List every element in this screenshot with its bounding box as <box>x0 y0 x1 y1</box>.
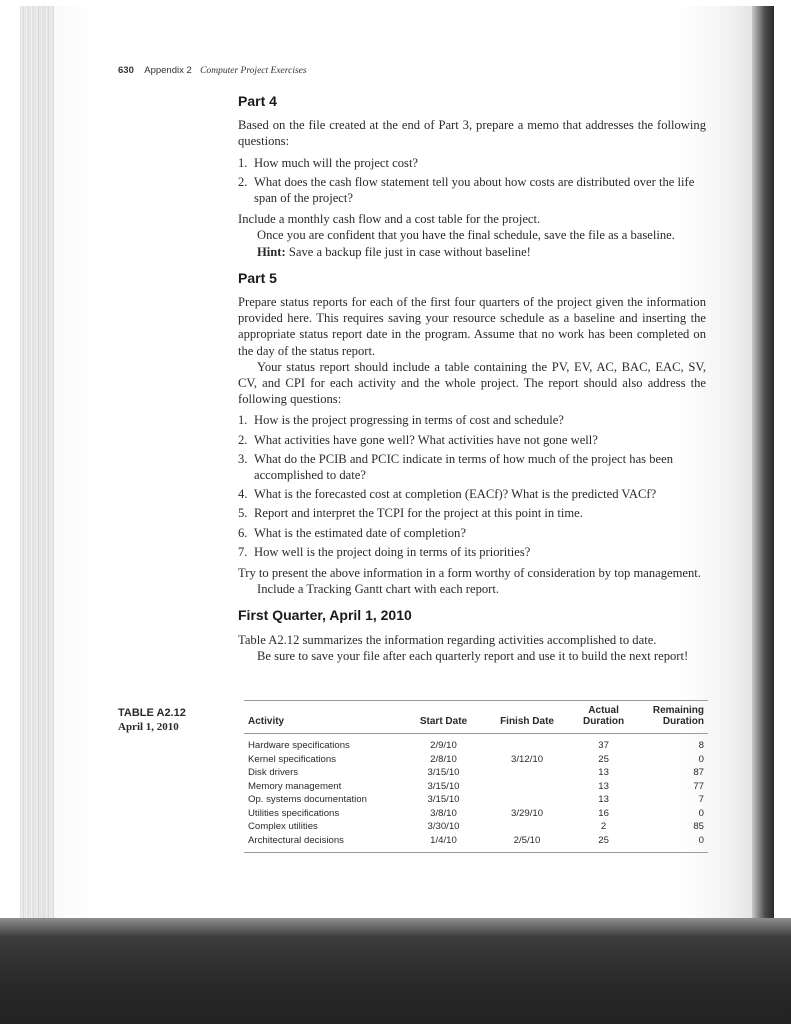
table-row <box>244 734 708 753</box>
question-number: 6. <box>238 525 248 540</box>
cell-start-date: 3/15/10 <box>427 780 460 792</box>
running-header <box>118 65 307 76</box>
col-activity: Activity <box>244 701 402 734</box>
cell-activity: Architectural decisions <box>248 834 344 846</box>
cell-start-date: 2/8/10 <box>430 753 457 765</box>
cell-activity: Memory management <box>248 780 342 792</box>
hint-text: Save a backup file just in case without baseline! <box>288 244 531 259</box>
part-4-baseline: Once you are confident that you have the final schedule, save the file as a baseline. <box>257 228 675 243</box>
table-row <box>244 780 708 794</box>
question-number: 1. <box>238 155 248 170</box>
cell-remaining-duration: 7 <box>698 794 704 805</box>
question-number: 5. <box>238 506 248 521</box>
col-start-date: Start Date <box>402 701 486 734</box>
question-item <box>238 486 706 502</box>
table-row <box>244 766 708 780</box>
hint-label: Hint: <box>257 244 286 259</box>
question-text: How is the project progressing in terms of cost and schedule? <box>254 413 564 428</box>
cell-start-date: 3/8/10 <box>430 807 457 819</box>
main-text <box>238 93 706 664</box>
book-section-title: Computer Project Exercises <box>200 66 307 76</box>
part-4-questions <box>238 155 706 207</box>
question-item <box>238 155 706 171</box>
cell-finish-date: 3/29/10 <box>511 807 544 819</box>
part-5-present: Try to present the above information in a form worthy of consideration by top management. <box>238 566 701 581</box>
cell-remaining-duration: 77 <box>693 780 704 792</box>
book-binding-edge <box>20 6 54 1008</box>
question-item <box>238 544 706 560</box>
table-header-row <box>244 701 708 734</box>
cell-activity: Op. systems documentation <box>248 794 367 805</box>
question-item <box>238 412 706 428</box>
cell-finish-date: 2/5/10 <box>513 834 541 846</box>
table-row <box>244 820 708 834</box>
question-item <box>238 432 706 448</box>
cell-actual-duration: 16 <box>598 807 609 819</box>
part-5-gantt: Include a Tracking Gantt chart with each report. <box>257 582 499 597</box>
col-finish-date: Finish Date <box>485 701 569 734</box>
question-item <box>238 451 706 483</box>
cell-finish-date <box>485 780 569 794</box>
cell-actual-duration: 37 <box>598 740 609 751</box>
cell-finish-date: 3/12/10 <box>511 753 544 765</box>
question-item <box>238 505 706 521</box>
question-number: 2. <box>238 174 248 189</box>
page-number: 630 <box>118 65 134 76</box>
cell-start-date: 1/4/10 <box>430 834 457 846</box>
col-actual-duration: Actual Duration <box>569 701 639 734</box>
question-text: What is the forecasted cost at completion (EACf)? What is the predicted VACf? <box>254 487 657 502</box>
cell-remaining-duration: 0 <box>698 753 704 765</box>
question-text: What is the estimated date of completion? <box>254 525 466 540</box>
page-right-shadow <box>752 6 774 1006</box>
first-quarter-section <box>238 607 706 664</box>
first-quarter-summary: Table A2.12 summarizes the information regarding activities accomplished to date. <box>238 632 657 647</box>
part-5-questions <box>238 412 706 560</box>
cell-remaining-duration: 0 <box>698 807 704 819</box>
cell-actual-duration: 13 <box>598 794 609 805</box>
cell-remaining-duration: 0 <box>698 834 704 846</box>
part-5-heading: Part 5 <box>238 269 277 286</box>
question-text: How much will the project cost? <box>254 155 419 170</box>
cell-activity: Hardware specifications <box>248 740 350 751</box>
first-quarter-save-note: Be sure to save your file after each quarterly report and use it to build the next report! <box>257 648 689 663</box>
cell-activity: Utilities specifications <box>248 807 340 819</box>
part-5-section <box>238 270 706 598</box>
activity-status-table <box>244 700 708 853</box>
question-item <box>238 525 706 541</box>
part-4-section <box>238 93 706 260</box>
cell-remaining-duration: 8 <box>698 740 704 751</box>
cell-activity: Kernel specifications <box>248 753 336 765</box>
cell-finish-date <box>485 820 569 834</box>
cell-remaining-duration: 85 <box>693 821 704 832</box>
cell-start-date: 3/30/10 <box>427 821 460 832</box>
appendix-label: Appendix 2 <box>144 65 192 76</box>
question-text: Report and interpret the TCPI for the project at this point in time. <box>254 506 583 521</box>
cell-finish-date <box>485 734 569 753</box>
cell-remaining-duration: 87 <box>693 767 704 778</box>
scan-bottom-shadow <box>0 918 791 1024</box>
part-4-intro: Based on the file created at the end of Part 3, prepare a memo that addresses the following questions: <box>238 118 706 149</box>
cell-activity: Complex utilities <box>248 821 318 832</box>
cell-finish-date <box>485 766 569 780</box>
question-number: 1. <box>238 413 248 428</box>
question-text: What does the cash flow statement tell you about how costs are distributed over the life span of the project? <box>254 174 695 206</box>
part-4-hint <box>238 244 706 260</box>
question-number: 3. <box>238 451 248 466</box>
cell-start-date: 3/15/10 <box>427 794 460 805</box>
part-4-heading: Part 4 <box>238 93 277 109</box>
cell-actual-duration: 2 <box>600 821 607 832</box>
table-row <box>244 753 708 767</box>
cell-activity: Disk drivers <box>248 767 299 778</box>
col-remaining-duration: Remaining Duration <box>638 701 708 734</box>
cell-actual-duration: 13 <box>598 767 609 778</box>
first-quarter-heading: First Quarter, April 1, 2010 <box>238 607 412 624</box>
table-row <box>244 834 708 853</box>
question-number: 2. <box>238 432 248 447</box>
question-number: 7. <box>238 544 248 559</box>
question-text: What activities have gone well? What activities have not gone well? <box>254 432 598 447</box>
table-row <box>244 807 708 821</box>
table-caption <box>118 706 186 734</box>
cell-actual-duration: 25 <box>598 834 609 846</box>
question-number: 4. <box>238 487 248 502</box>
question-item <box>238 174 706 206</box>
part-4-include: Include a monthly cash flow and a cost table for the project. <box>238 212 541 227</box>
part-5-intro: Prepare status reports for each of the first four quarters of the project given the information provided here. This requires saving your resource schedule as a baseline and inserting the appropriate status report date in the program. Assume that no work has been completed on the day of the status report. <box>238 295 706 358</box>
part-5-report: Your status report should include a table containing the PV, EV, AC, BAC, EAC, SV, CV, and CPI for each activity and the whole project. The report should also address the following questions: <box>238 359 706 407</box>
table-date: April 1, 2010 <box>118 721 179 733</box>
question-text: What do the PCIB and PCIC indicate in terms of how much of the project has been accomplished to date? <box>254 451 674 483</box>
cell-start-date: 3/15/10 <box>427 767 460 778</box>
table-row <box>244 793 708 807</box>
question-text: How well is the project doing in terms of its priorities? <box>254 544 531 559</box>
cell-finish-date <box>485 793 569 807</box>
table-number: TABLE A2.12 <box>118 707 186 719</box>
cell-actual-duration: 13 <box>598 780 609 792</box>
table-body <box>244 734 708 853</box>
cell-actual-duration: 25 <box>598 753 609 765</box>
cell-start-date: 2/9/10 <box>430 740 457 751</box>
